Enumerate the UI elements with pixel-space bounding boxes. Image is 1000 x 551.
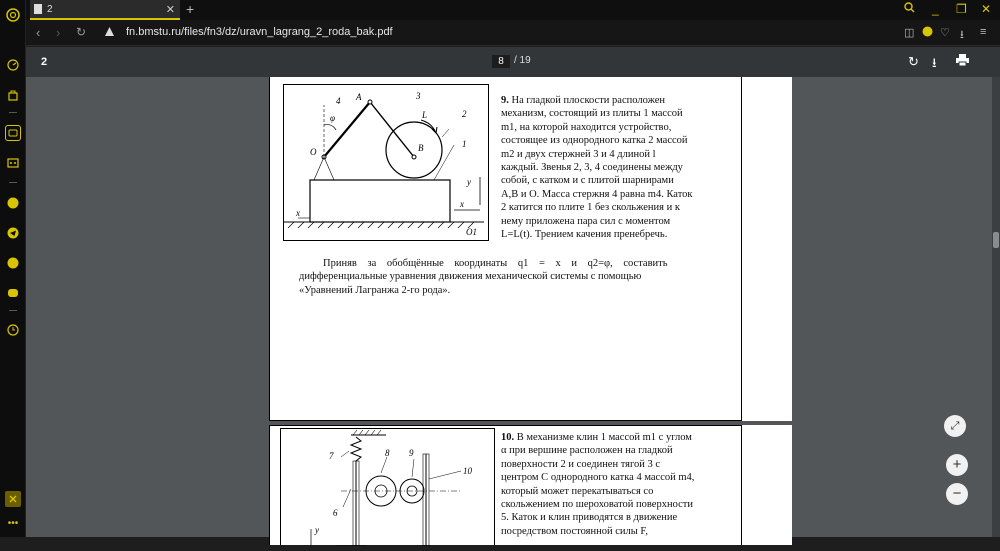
label-O: O <box>310 147 317 157</box>
label-2: 2 <box>462 109 467 119</box>
search-icon[interactable] <box>904 2 915 16</box>
label-1: 1 <box>462 139 467 149</box>
table-border <box>741 77 742 421</box>
browser-logo-icon[interactable] <box>5 7 21 23</box>
problem-10-number: 10. <box>501 432 515 443</box>
speed-dial-icon[interactable] <box>5 57 21 73</box>
more-icon[interactable]: ••• <box>7 517 19 529</box>
print-icon[interactable] <box>956 54 969 69</box>
extension-icon[interactable] <box>5 491 21 507</box>
label-4: 4 <box>336 96 341 106</box>
label-9: 9 <box>409 448 414 458</box>
problem-9-task: Приняв за обобщённые координаты q1 = x и q2=φ, составить дифференциальные уравнения движения механической системы с помощью «Уравнений Лагранжа 2-го рода». <box>299 258 668 296</box>
shield-icon[interactable] <box>922 26 933 40</box>
figure-mechanism-10 <box>280 428 495 545</box>
figure-mechanism-9 <box>283 84 489 241</box>
problem-9-description: 9. На гладкой плоскости расположен механизм, состоящий из плиты 1 массой m1, на которой находится устройство, состоящее из однородного катка 2 массой m2 и двух стержней 3 и 4 длиной l каждый. Звенья 2, 3, 4 соединены между собой, с катком и с плитой шарнирами A,B и O. Масса стержня 4 равна m4. Каток 2 катится по плите 1 без скольжения и к нему приложена пара сил с моментом L=L(t). Трением качения пренебречь. <box>501 95 693 241</box>
pdf-toolbar <box>26 47 1000 77</box>
label-L: L <box>422 110 428 120</box>
label-8: 8 <box>385 448 390 458</box>
table-border <box>269 425 270 545</box>
label-x-left: x <box>296 208 300 218</box>
table-border <box>741 425 742 545</box>
rotate-icon[interactable]: ↻ <box>908 54 919 69</box>
zoom-in-button[interactable]: + <box>946 454 968 476</box>
url-input[interactable]: fn.bmstu.ru/files/fn3/dz/uravn_lagrang_2_roda_bak.pdf <box>126 26 393 38</box>
page-number-input[interactable]: 8 <box>492 55 510 68</box>
discord-icon[interactable] <box>5 285 21 301</box>
pdf-viewer[interactable] <box>26 77 992 537</box>
pdf-page <box>269 77 792 421</box>
twitter-icon[interactable] <box>5 255 21 271</box>
download-icon[interactable]: ⭳ <box>960 29 964 41</box>
warning-icon <box>104 25 115 40</box>
new-tab-button[interactable]: + <box>186 1 195 17</box>
label-O1: O1 <box>466 227 477 237</box>
problem-10-description: 10. В механизме клин 1 массой m1 с углом α при вершине расположен на гладкой поверхности 2 и соединен тягой 3 с центром C однородного катка 4 массой m4, который может перекатываться со скольжением по шероховатой поверхности 5. Каток и клин приводятся в движение посредством постоянной силы F, <box>501 432 695 537</box>
scrollbar-thumb[interactable] <box>993 232 999 248</box>
pdf-title: 2 <box>41 56 48 68</box>
history-icon[interactable] <box>5 322 21 338</box>
table-border <box>269 425 742 426</box>
whatsapp-icon[interactable] <box>5 195 21 211</box>
label-A: A <box>356 92 362 102</box>
pdf-download-icon[interactable]: ⭳ <box>932 55 937 70</box>
label-7: 7 <box>329 451 334 461</box>
label-6: 6 <box>333 508 338 518</box>
pdf-page <box>269 425 792 545</box>
label-y: y <box>467 177 471 187</box>
sidebar-separator <box>9 112 17 113</box>
address-bar <box>26 20 1000 46</box>
telegram-icon[interactable] <box>5 225 21 241</box>
tab-close-icon[interactable]: ✕ <box>165 4 175 16</box>
label-phi: φ <box>330 113 335 123</box>
sidebar-separator <box>9 310 17 311</box>
close-window-icon[interactable]: ✕ <box>981 2 992 16</box>
label-10: 10 <box>463 466 472 476</box>
tab-active[interactable] <box>30 0 180 20</box>
back-icon[interactable]: ‹ <box>36 25 41 40</box>
player-icon[interactable] <box>5 155 21 171</box>
file-icon <box>34 4 42 14</box>
sidebar-separator <box>9 182 17 183</box>
label-y-10: y <box>315 525 319 535</box>
forward-icon[interactable]: › <box>56 25 61 40</box>
maximize-icon[interactable]: ❐ <box>956 2 967 16</box>
zoom-out-button[interactable]: − <box>946 483 968 505</box>
heart-icon[interactable]: ♡ <box>940 27 950 39</box>
page-total: / 19 <box>514 55 531 66</box>
tab-bar <box>26 0 1000 20</box>
messenger-icon[interactable] <box>5 125 21 141</box>
label-3: 3 <box>416 91 421 101</box>
reload-icon[interactable]: ↻ <box>76 25 87 39</box>
settings-icon[interactable]: ≡ <box>980 26 987 38</box>
camera-icon[interactable]: ◫ <box>904 27 915 39</box>
scrollbar[interactable] <box>992 77 1000 537</box>
fit-page-button[interactable]: ⤢ <box>944 415 966 437</box>
browser-sidebar <box>0 0 26 537</box>
table-border <box>269 77 270 421</box>
tab-title: 2 <box>47 3 53 15</box>
bag-icon[interactable] <box>5 87 21 103</box>
minimize-icon[interactable]: _ <box>932 2 939 16</box>
mechanism-drawing-10 <box>281 429 496 546</box>
problem-9-number: 9. <box>501 95 509 106</box>
label-B: B <box>418 143 424 153</box>
mechanism-drawing <box>284 85 490 242</box>
label-x-right: x <box>460 199 464 209</box>
table-border <box>269 420 742 421</box>
